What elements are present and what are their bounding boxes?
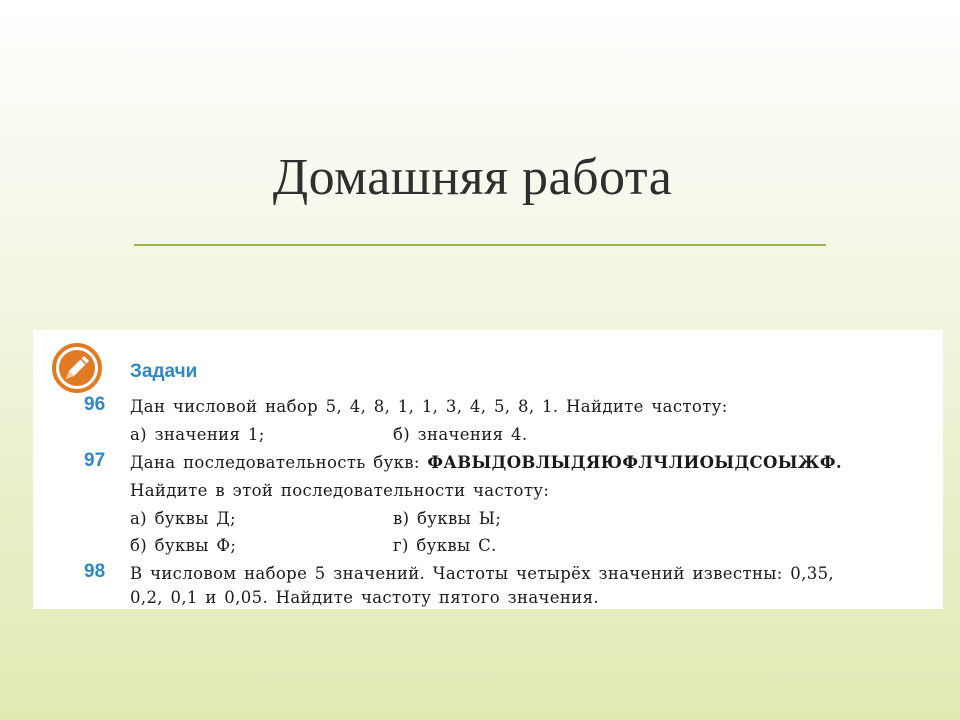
title-divider	[134, 244, 826, 246]
slide-title: Домашняя работа	[272, 149, 673, 206]
task-96-text: Дан числовой набор 5, 4, 8, 1, 1, 3, 4, 5, 8, 1. Найдите частоту:	[130, 397, 728, 416]
task-96-option-b: б) значения 4.	[393, 425, 528, 444]
task-97-letters: ФАВЫДОВЛЫДЯЮФЛЧЛИОЫДСОЫЖФ.	[427, 453, 842, 472]
task-panel	[33, 330, 943, 609]
task-96-option-a: а) значения 1;	[130, 425, 265, 444]
task-97-option-b: б) буквы Ф;	[130, 536, 237, 555]
task-number-98: 98	[84, 561, 106, 582]
task-number-97: 97	[84, 450, 106, 471]
task-97-option-g: г) буквы С.	[393, 536, 497, 555]
task-98-text-continued: 0,2, 0,1 и 0,05. Найдите частоту пятого значения.	[130, 588, 599, 607]
task-97-text	[130, 453, 842, 472]
task-97-option-v: в) буквы Ы;	[393, 509, 502, 528]
task-98-text: В числовом наборе 5 значений. Частоты четырёх значений известны: 0,35,	[130, 564, 835, 583]
task-number-96: 96	[84, 394, 106, 415]
pencil-icon	[51, 342, 103, 394]
task-97-question: Найдите в этой последовательности частоту:	[130, 481, 550, 500]
task-97-option-a: а) буквы Д;	[130, 509, 236, 528]
tasks-heading: Задачи	[130, 361, 198, 382]
task-97-text-prefix: Дана последовательность букв:	[130, 453, 428, 472]
